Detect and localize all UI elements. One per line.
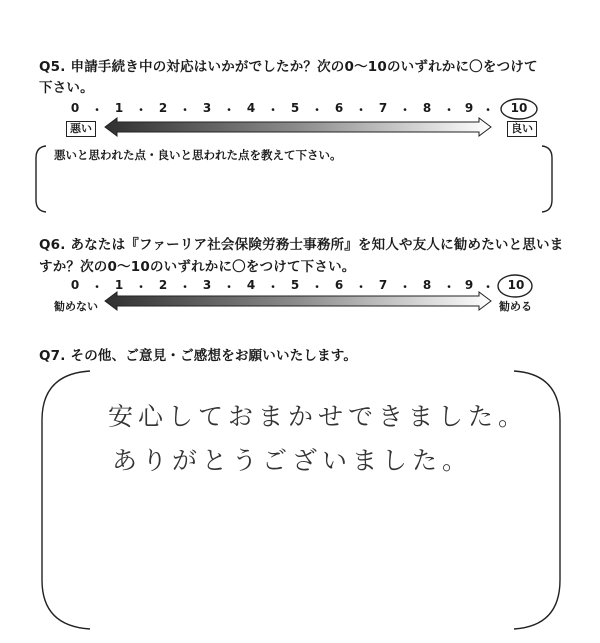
q7-question: Q7. その他、ご意見・ご感想をお願いいたします。	[39, 348, 358, 364]
q6-question-line2: すか？次の0〜10のいずれかに〇をつけて下さい。	[39, 259, 356, 275]
q6-scale-dot: ・	[222, 280, 236, 294]
q5-scale-tick: 4	[246, 101, 256, 115]
q6-scale-tick: 2	[158, 278, 168, 292]
q5-scale-dot: ・	[398, 103, 412, 117]
q5-comment-prompt: 悪いと思われた点・良いと思われた点を教えて下さい。	[54, 148, 342, 162]
q5-scale-dot: ・	[442, 103, 456, 117]
q6-scale-tick: 7	[378, 278, 388, 292]
q6-question-line1: Q6. あなたは『ファーリア社会保険労務士事務所』を知人や友人に勧めたいと思いま	[39, 237, 564, 253]
q5-scale-tick: 1	[114, 101, 124, 115]
q5-right-label: 良い	[507, 121, 537, 137]
q6-scale-tick: 3	[202, 278, 212, 292]
q6-scale-tick-selected: 10	[507, 278, 525, 292]
q5-scale-tick-selected: 10	[510, 101, 528, 115]
q5-scale-tick: 0	[70, 101, 80, 115]
q5-scale-dot: ・	[90, 103, 104, 117]
q5-scale-dot: ・	[481, 103, 495, 117]
q6-scale-tick: 6	[334, 278, 344, 292]
q6-scale-tick: 9	[464, 278, 474, 292]
q5-scale-tick: 6	[334, 101, 344, 115]
q6-scale-dot: ・	[398, 280, 412, 294]
q6-scale-dot: ・	[266, 280, 280, 294]
q5-scale-tick: 3	[202, 101, 212, 115]
q6-scale-dot: ・	[354, 280, 368, 294]
q6-scale-dot: ・	[134, 280, 148, 294]
q5-scale-dot: ・	[178, 103, 192, 117]
q6-scale-tick: 0	[70, 278, 80, 292]
q5-scale-tick: 7	[378, 101, 388, 115]
q7-handwritten-answer-line1: 安心しておまかせできました。	[108, 402, 529, 431]
q6-scale-tick: 8	[422, 278, 432, 292]
q7-handwritten-answer-line2: ありがとうございました。	[112, 446, 473, 475]
q5-question-line1: Q5. 申請手続き中の対応はいかがでしたか？次の0〜10のいずれかに〇をつけて	[39, 59, 538, 75]
q5-scale-dot: ・	[354, 103, 368, 117]
q6-left-label: 勧めない	[54, 300, 98, 313]
q6-scale-dot: ・	[310, 280, 324, 294]
q5-scale-tick: 9	[464, 101, 474, 115]
q5-scale-dot: ・	[310, 103, 324, 117]
q5-scale-dot: ・	[266, 103, 280, 117]
q5-left-label: 悪い	[66, 121, 96, 137]
q5-scale-dot: ・	[134, 103, 148, 117]
q6-scale-tick: 1	[114, 278, 124, 292]
q6-scale-dot: ・	[178, 280, 192, 294]
q5-scale-tick: 2	[158, 101, 168, 115]
q5-question-line2: 下さい。	[39, 80, 94, 96]
q6-right-label: 勧める	[499, 300, 532, 313]
q5-scale-dot: ・	[222, 103, 236, 117]
q6-scale-tick: 4	[246, 278, 256, 292]
q5-scale-tick: 8	[422, 101, 432, 115]
q5-scale-tick: 5	[290, 101, 300, 115]
q6-scale-dot: ・	[481, 280, 495, 294]
q6-scale-dot: ・	[90, 280, 104, 294]
q6-scale-dot: ・	[442, 280, 456, 294]
q6-scale-tick: 5	[290, 278, 300, 292]
